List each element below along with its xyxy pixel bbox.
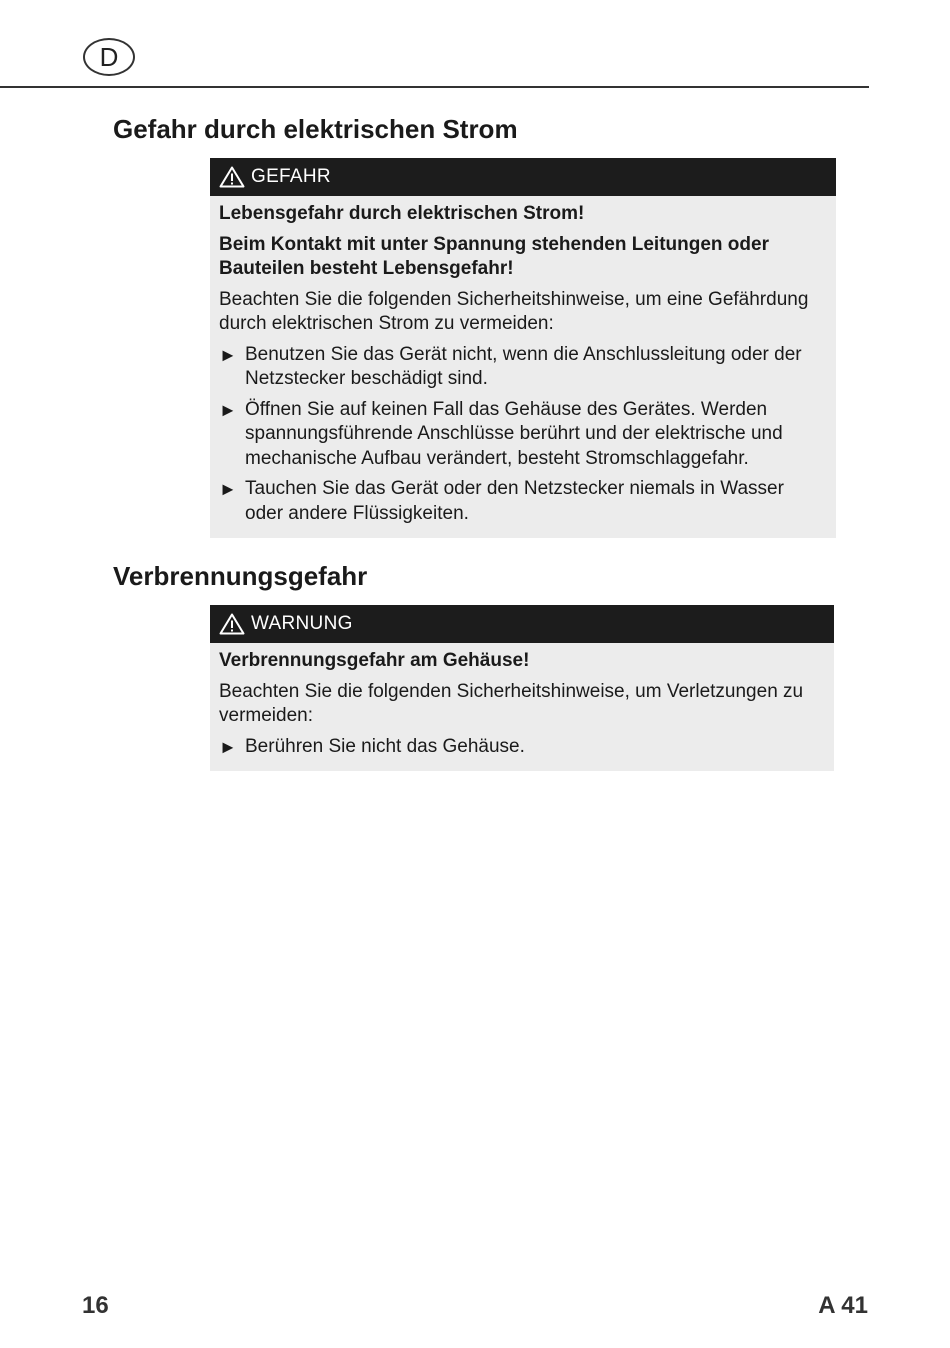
- warning-triangle-icon: [219, 166, 245, 188]
- danger-label: GEFAHR: [251, 166, 331, 187]
- warning-label: WARNUNG: [251, 613, 353, 634]
- warning-headline: Verbrennungsgefahr am Gehäuse!: [219, 650, 530, 671]
- list-item-text: Benutzen Sie das Gerät nicht, wenn die Anschlussleitung oder der Netzstecker beschädigt sind.: [245, 343, 802, 389]
- danger-box: [210, 158, 836, 538]
- bullet-arrow-icon: ►: [219, 344, 237, 365]
- section-title-burn: Verbrennungsgefahr: [113, 561, 368, 591]
- language-badge: D: [83, 38, 135, 76]
- danger-box-body: [210, 196, 836, 538]
- warning-triangle-icon: [219, 613, 245, 635]
- warning-box-body: [210, 643, 834, 771]
- danger-headline: Lebensgefahr durch elektrischen Strom!: [219, 203, 585, 224]
- section-title-electric: Gefahr durch elektrischen Strom: [113, 114, 518, 144]
- list-item-text: Öffnen Sie auf keinen Fall das Gehäuse des Gerätes. Werden spannungsführende Anschlüsse berührt und der elektrische und mechanische Aufbau verändert, besteht Stromschlaggefahr.: [245, 398, 783, 469]
- list-item-text: Tauchen Sie das Gerät oder den Netzstecker niemals in Wasser oder andere Flüssigkeiten.: [245, 478, 784, 524]
- list-item-text: Berühren Sie nicht das Gehäuse.: [245, 735, 525, 757]
- list-item: [219, 343, 824, 392]
- warning-box: [210, 605, 834, 771]
- list-item: [219, 477, 824, 526]
- danger-intro: Beachten Sie die folgenden Sicherheitshinweise, um eine Gefährdung durch elektrischen Strom zu vermeiden:: [219, 288, 809, 334]
- header-rule: [0, 86, 869, 88]
- list-item: [219, 398, 824, 472]
- warning-intro: Beachten Sie die folgenden Sicherheitshinweise, um Verletzungen zu vermeiden:: [219, 680, 804, 726]
- bullet-arrow-icon: ►: [219, 736, 237, 757]
- warning-box-header: [210, 605, 834, 643]
- list-item: [219, 735, 822, 760]
- danger-box-header: [210, 158, 836, 196]
- bullet-arrow-icon: ►: [219, 479, 237, 499]
- danger-subheadline: Beim Kontakt mit unter Spannung stehenden Leitungen oder Bauteilen besteht Lebensgefahr!: [219, 233, 769, 279]
- model-name: A 41: [818, 1292, 868, 1319]
- bullet-arrow-icon: ►: [219, 399, 237, 420]
- page-number: 16: [82, 1292, 109, 1319]
